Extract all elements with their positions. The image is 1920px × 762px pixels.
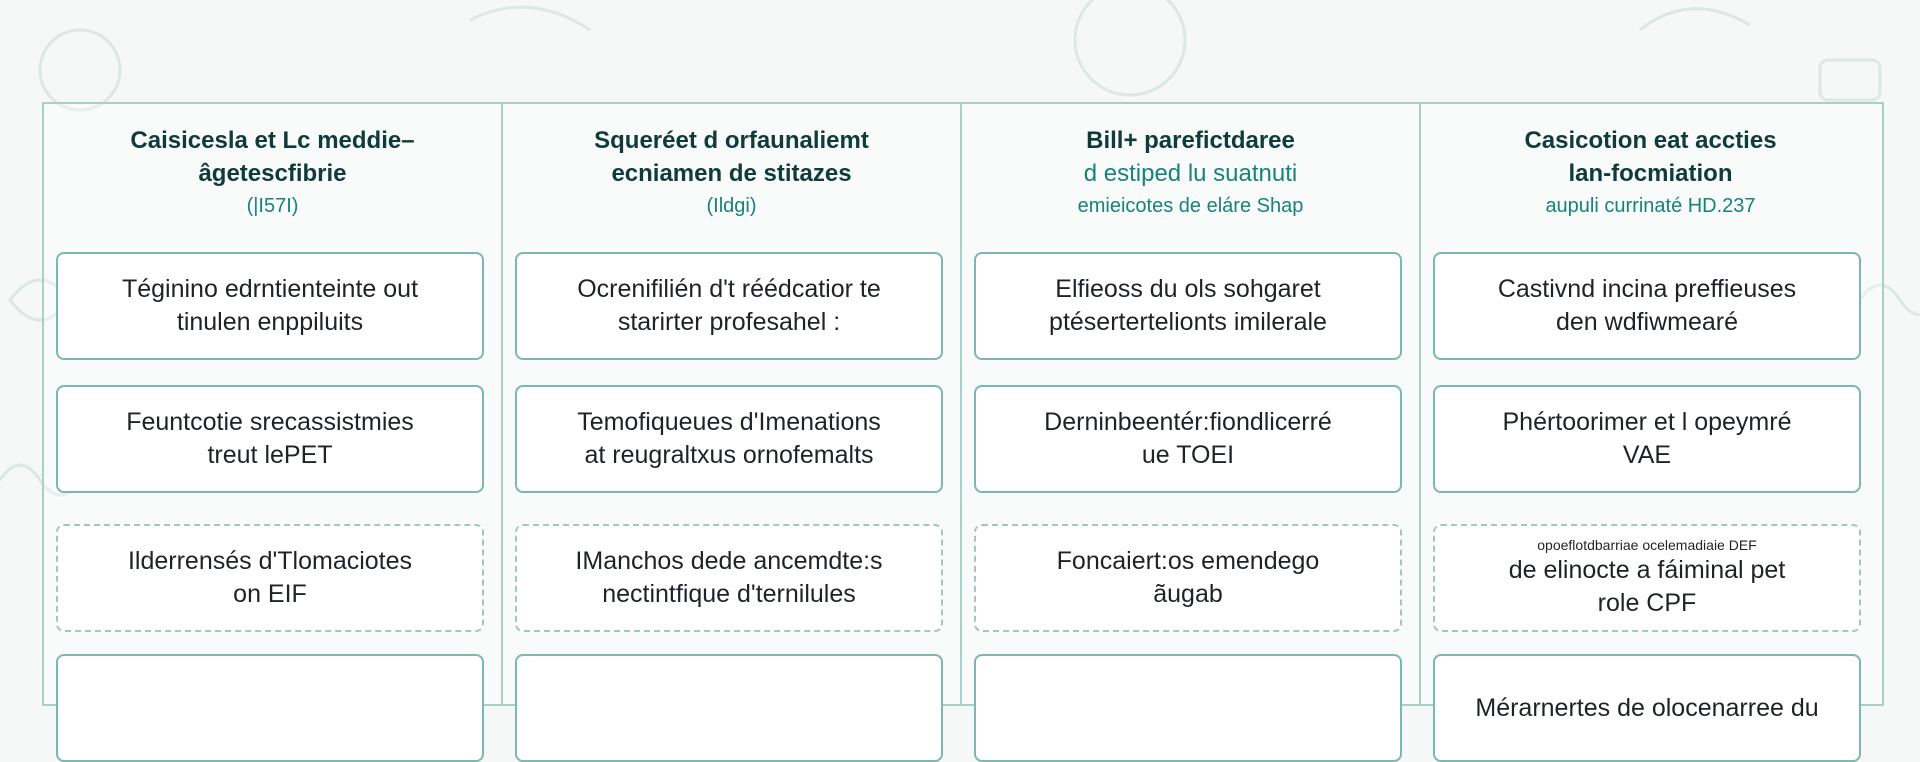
option-text: Castivnd incina preffieuses <box>1497 275 1797 303</box>
option-card[interactable] <box>56 385 484 493</box>
options-board <box>42 102 1884 722</box>
option-text: at reugraltxus ornofemalts <box>584 441 874 469</box>
option-card[interactable] <box>974 654 1402 762</box>
option-card[interactable] <box>974 252 1402 360</box>
option-text: role CPF <box>1597 589 1697 617</box>
doodle-circle-icon <box>1075 0 1185 95</box>
doodle-curve-icon <box>470 7 590 30</box>
column-4 <box>1421 104 1880 722</box>
option-card[interactable] <box>1433 252 1861 360</box>
column-title: lan-focmiation <box>1568 160 1733 187</box>
option-text: treut lePET <box>207 441 333 469</box>
option-text: Téginino edrntienteinte out <box>121 275 419 303</box>
option-text: IManchos dede ancemdte:s <box>575 547 883 575</box>
doodle-circle-icon <box>40 30 120 110</box>
column-header <box>503 124 960 222</box>
option-card[interactable] <box>1433 654 1861 762</box>
column-code: (|I57I) <box>246 195 299 217</box>
option-text: den wdfiwmearé <box>1555 308 1739 336</box>
option-text: ue TOEI <box>1141 441 1235 469</box>
column-title: ecniamen de stitazes <box>611 160 852 187</box>
option-text: Foncaiert:os emendego <box>1056 547 1320 575</box>
option-card[interactable] <box>56 524 484 632</box>
option-card[interactable] <box>56 252 484 360</box>
column-title: Casicotion eat accties <box>1524 127 1777 154</box>
option-text: Derninbeentér:fiondlicerré <box>1044 408 1332 436</box>
doodle-curve-icon <box>1640 9 1750 30</box>
option-card[interactable] <box>515 385 943 493</box>
option-card[interactable] <box>56 654 484 762</box>
column-code: (Ildgi) <box>706 195 757 217</box>
option-text: starirter profesahel : <box>617 308 841 336</box>
column-1 <box>44 104 503 704</box>
option-note: opoeflotdbarriae ocelemadiaie DEF <box>1537 537 1757 553</box>
option-text: on EIF <box>233 580 307 608</box>
option-text: Ocrenifilién d't réédcatior te <box>577 275 881 303</box>
option-text: tinulen enppiluits <box>176 308 364 336</box>
column-title: âgetescfibrie <box>198 160 347 187</box>
option-card[interactable] <box>1433 524 1861 632</box>
option-text: ptésertertelionts imilerale <box>1049 308 1327 336</box>
option-card[interactable] <box>515 524 943 632</box>
option-card[interactable] <box>515 252 943 360</box>
column-2 <box>503 104 962 704</box>
column-subtitle: emieicotes de eláre Shap <box>1077 195 1304 217</box>
option-text: ãugab <box>1153 580 1223 608</box>
column-header <box>44 124 501 222</box>
option-text: Ilderrensés d'Tlomaciotes <box>127 547 413 575</box>
option-text: VAE <box>1622 441 1672 469</box>
column-3 <box>962 104 1421 704</box>
option-text: de elinocte a fáiminal pet <box>1508 556 1786 584</box>
column-subtitle: aupuli currinaté HD.237 <box>1545 195 1756 217</box>
option-text: Feuntcotie srecassistmies <box>126 408 414 436</box>
doodle-box-icon <box>1820 60 1880 100</box>
column-header <box>1421 124 1880 223</box>
column-title: Squeréet d orfaunaliemt <box>594 127 869 154</box>
option-text: Phértoorimer et l opeymré <box>1502 408 1792 436</box>
option-text: Temofiqueues d'Imenations <box>577 408 881 436</box>
column-title: Caisicesla et Lc meddie– <box>130 127 415 154</box>
option-text: Elfieoss du ols sohgaret <box>1055 275 1321 303</box>
column-header <box>962 124 1419 223</box>
column-title: Bill+ parefictdaree <box>1086 127 1295 154</box>
option-card[interactable] <box>974 385 1402 493</box>
option-text: Mérarnertes de olocenarree du <box>1475 693 1819 722</box>
option-card[interactable] <box>515 654 943 762</box>
option-text: nectintfique d'ternilules <box>602 580 856 608</box>
option-card[interactable] <box>1433 385 1861 493</box>
column-subtitle: d estiped lu suatnuti <box>1083 160 1298 187</box>
option-card[interactable] <box>974 524 1402 632</box>
